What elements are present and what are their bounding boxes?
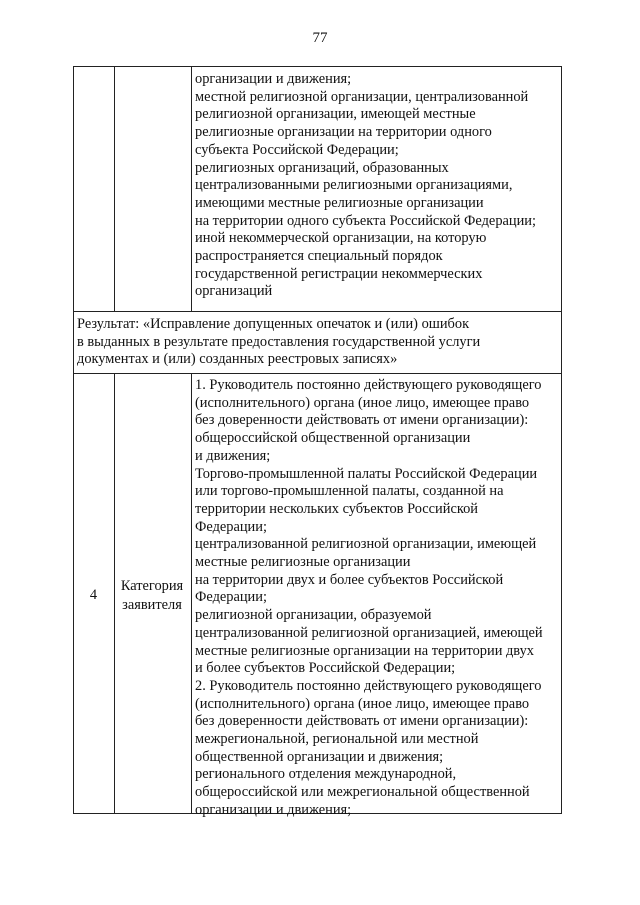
applicant-category-text: 1. Руководитель постоянно действующего руководящего (исполнительного) органа (иное лицо, имеющее право без доверенности действовать от имени организации): общероссийской общественной организации и движения; Торгово-промышленной палаты Российской Федерации или торгово-промышленной палаты, созданной на территории нескольких субъектов Российской Федерации; централизованной религиозной организации, имеющей местные религиозные организации на территории двух и более субъектов Российской Федерации; религиозной организации, образуемой централизованной религиозной организацией, имеющей местные религиозные организации на территории двух и более субъектов Российской Федерации; 2. Руководитель постоянно действующего руководящего (исполнительного) органа (иное лицо, имеющее право без доверенности действовать от имени организации): межрегиональной, региональной или местной общественной организации и движения; регионального отделения международной, общероссийской или межрегиональной общественной организации и движения; — [195, 377, 543, 818]
page-number: 77 — [312, 30, 328, 46]
row-number: 4 — [89, 587, 98, 603]
column-divider — [191, 67, 192, 311]
continuation-cell-text: организации и движения; местной религиозной организации, централизованной религиозной организации, имеющей местные религиозные организации на территории одного субъекта Российской Федерации; религиозных организаций, образованных централизованными религиозными организациями, имеющими местные религиозные организации на территории одного субъекта Российской Федерации; иной некоммерческой организации, на которую распространяется специальный порядок государственной регистрации некоммерческих организаций — [195, 71, 537, 300]
row-divider — [74, 373, 561, 374]
regulation-table — [73, 66, 562, 818]
column-divider — [191, 373, 192, 814]
category-label: Категория заявителя — [120, 578, 184, 613]
row-divider — [74, 311, 561, 312]
column-divider — [114, 67, 115, 311]
result-heading: Результат: «Исправление допущенных опечаток и (или) ошибок в выданных в результате предоставления государственной услуги документах и (или) созданных реестровых записях» — [77, 316, 481, 368]
